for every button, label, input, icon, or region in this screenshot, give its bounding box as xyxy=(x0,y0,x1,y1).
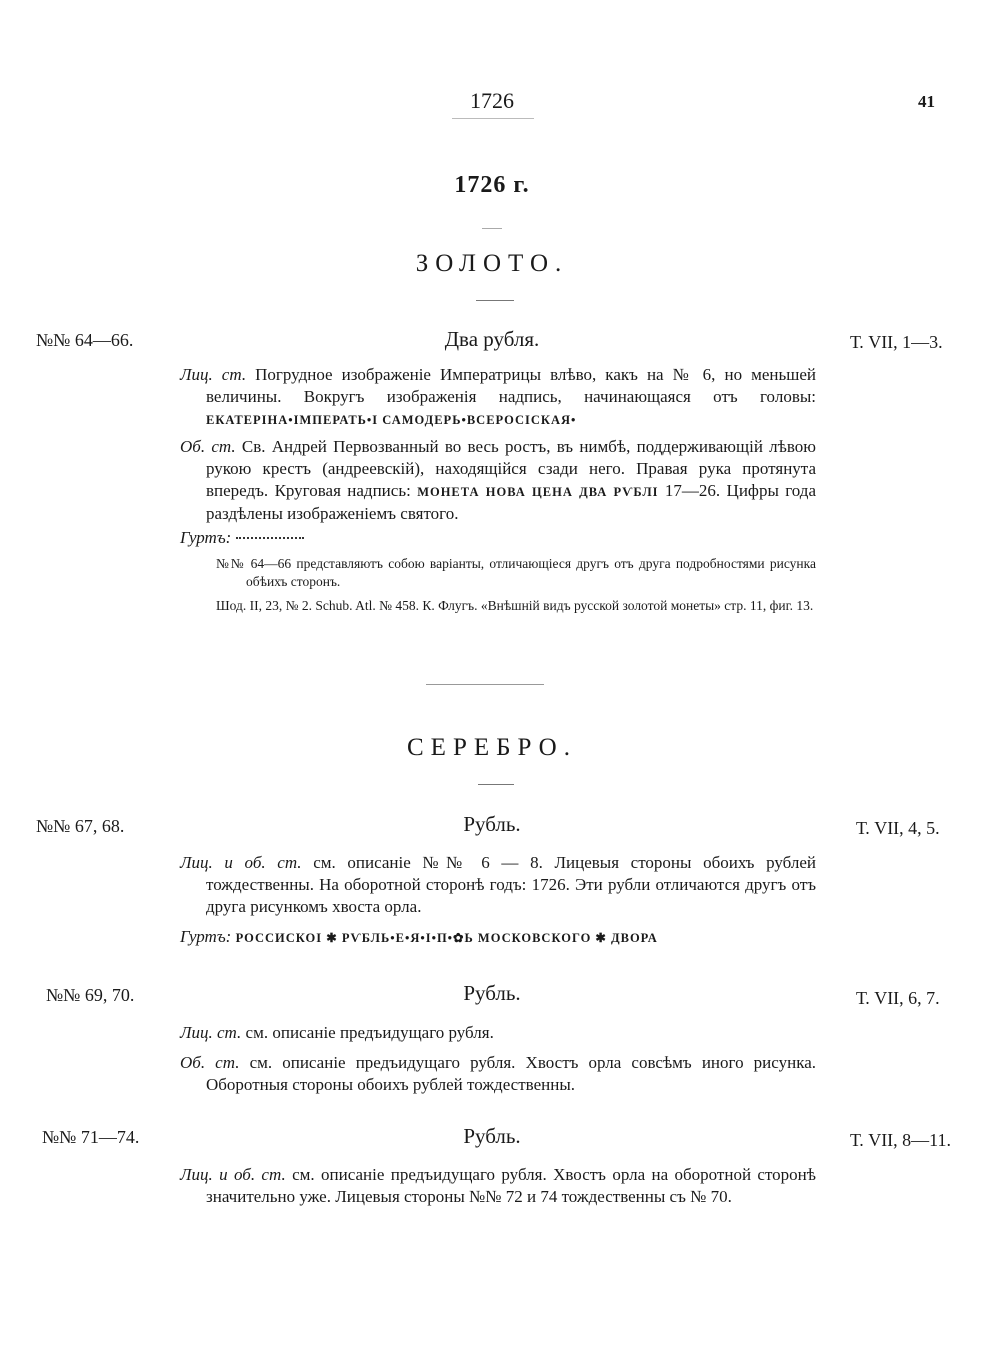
description xyxy=(180,1164,816,1208)
obverse-label: Лиц. ст. xyxy=(180,1023,242,1042)
entry-title: Рубль. xyxy=(463,981,521,1005)
obverse-text: см. описаніе предъидущаго рубля. xyxy=(245,1023,494,1042)
description-text: см. описаніе №№ 6 — 8. Лицевыя стороны обоихъ рублей тождественны. На оборотной сторонѣ годъ: 1726. Эти рубли отличаются другъ отъ друга рисункомъ хвоста орла. xyxy=(206,853,817,916)
reverse-description xyxy=(180,1052,816,1096)
reverse-text: см. описаніе предъидущаго рубля. Хвостъ орла совсѣмъ иного рисунка. Оборотныя стороны обоихъ рублей тождественны. xyxy=(206,1053,816,1094)
edge-label: Гуртъ: xyxy=(180,528,232,547)
edge-description xyxy=(180,527,816,549)
edge-legend: РОССИСКОI ✱ РѴБЛЬ•Е•Я•I•П•✿Ь МОСКОВСКОГО ✱ ДВОРА xyxy=(235,931,658,945)
obverse-text: Погрудное изображеніе Императрицы влѣво, какъ на № 6, но меньшей величины. Вокругъ изображенія надпись, начинающаяся отъ головы: xyxy=(206,365,816,406)
reverse-text: Св. Андрей Первозванный во весь ростъ, въ нимбѣ, поддерживающій лѣвою рукою крестъ (андреевскій), находящійся сзади него. Правая рука протянута впередъ. Круговая надпись: xyxy=(206,437,816,500)
reverse-label: Об. ст. xyxy=(180,1053,240,1072)
header-underline xyxy=(452,118,534,119)
section-title-silver: СЕРЕБРО. xyxy=(407,734,577,761)
divider xyxy=(476,300,514,301)
edge-description xyxy=(180,926,816,950)
page-number: 41 xyxy=(918,92,935,111)
obverse-description xyxy=(180,1022,816,1044)
entry-numbers: №№ 71—74. xyxy=(42,1127,140,1147)
plate-reference: Т. VII, 1—3. xyxy=(850,332,943,352)
entry-numbers: №№ 67, 68. xyxy=(36,816,125,836)
side-label: Лиц. и об. ст. xyxy=(180,853,302,872)
note: №№ 64—66 представляютъ собою варіанты, отличающіеся другъ отъ друга подробностями рисунка обѣихъ сторонъ. xyxy=(216,556,816,589)
entry-title: Рубль. xyxy=(463,1124,521,1148)
reverse-label: Об. ст. xyxy=(180,437,236,456)
section-divider xyxy=(426,684,544,685)
running-header: 1726 xyxy=(470,88,514,113)
edge-pattern-icon xyxy=(236,537,304,542)
entry-title: Рубль. xyxy=(463,812,521,836)
obverse-description xyxy=(180,364,816,431)
reverse-legend: МОНЕТА НОВА ЦЕНА ДВА РѴБЛI xyxy=(417,484,659,499)
reverse-text-2: 17—26. Цифры года раздѣлены изображеніемъ святого. xyxy=(206,480,817,524)
note: Шод. II, 23, № 2. Schub. Atl. № 458. К. Флугъ. «Внѣшній видъ русской золотой монеты» стр. 11, фиг. 13. xyxy=(216,598,814,613)
entry-title: Два рубля. xyxy=(444,327,540,351)
side-label: Лиц. и об. ст. xyxy=(180,1165,286,1184)
description xyxy=(180,852,816,917)
obverse-label: Лиц. ст. xyxy=(180,365,247,384)
year-heading: 1726 г. xyxy=(454,172,530,198)
description-text: см. описаніе предъидущаго рубля. Хвостъ орла на оборотной сторонѣ значительно уже. Лицевыя стороны №№ 72 и 74 тождественны съ № 70. xyxy=(206,1165,816,1206)
section-title-gold: ЗОЛОТО. xyxy=(415,250,569,277)
entry-numbers: №№ 64—66. xyxy=(36,330,134,350)
plate-reference: Т. VII, 6, 7. xyxy=(856,988,940,1008)
obverse-legend: ЕКАТЕРІНА•IМПЕРАТЬ•I САМОДЕРЬ•ВСЕРОСІСКАЯ• xyxy=(206,412,577,427)
plate-reference: Т. VII, 4, 5. xyxy=(856,818,940,838)
entry-numbers: №№ 69, 70. xyxy=(46,985,135,1005)
edge-label: Гуртъ: xyxy=(180,927,232,946)
divider xyxy=(482,228,502,229)
plate-reference: Т. VII, 8—11. xyxy=(850,1130,952,1150)
divider xyxy=(478,784,514,785)
reverse-description xyxy=(180,436,816,525)
